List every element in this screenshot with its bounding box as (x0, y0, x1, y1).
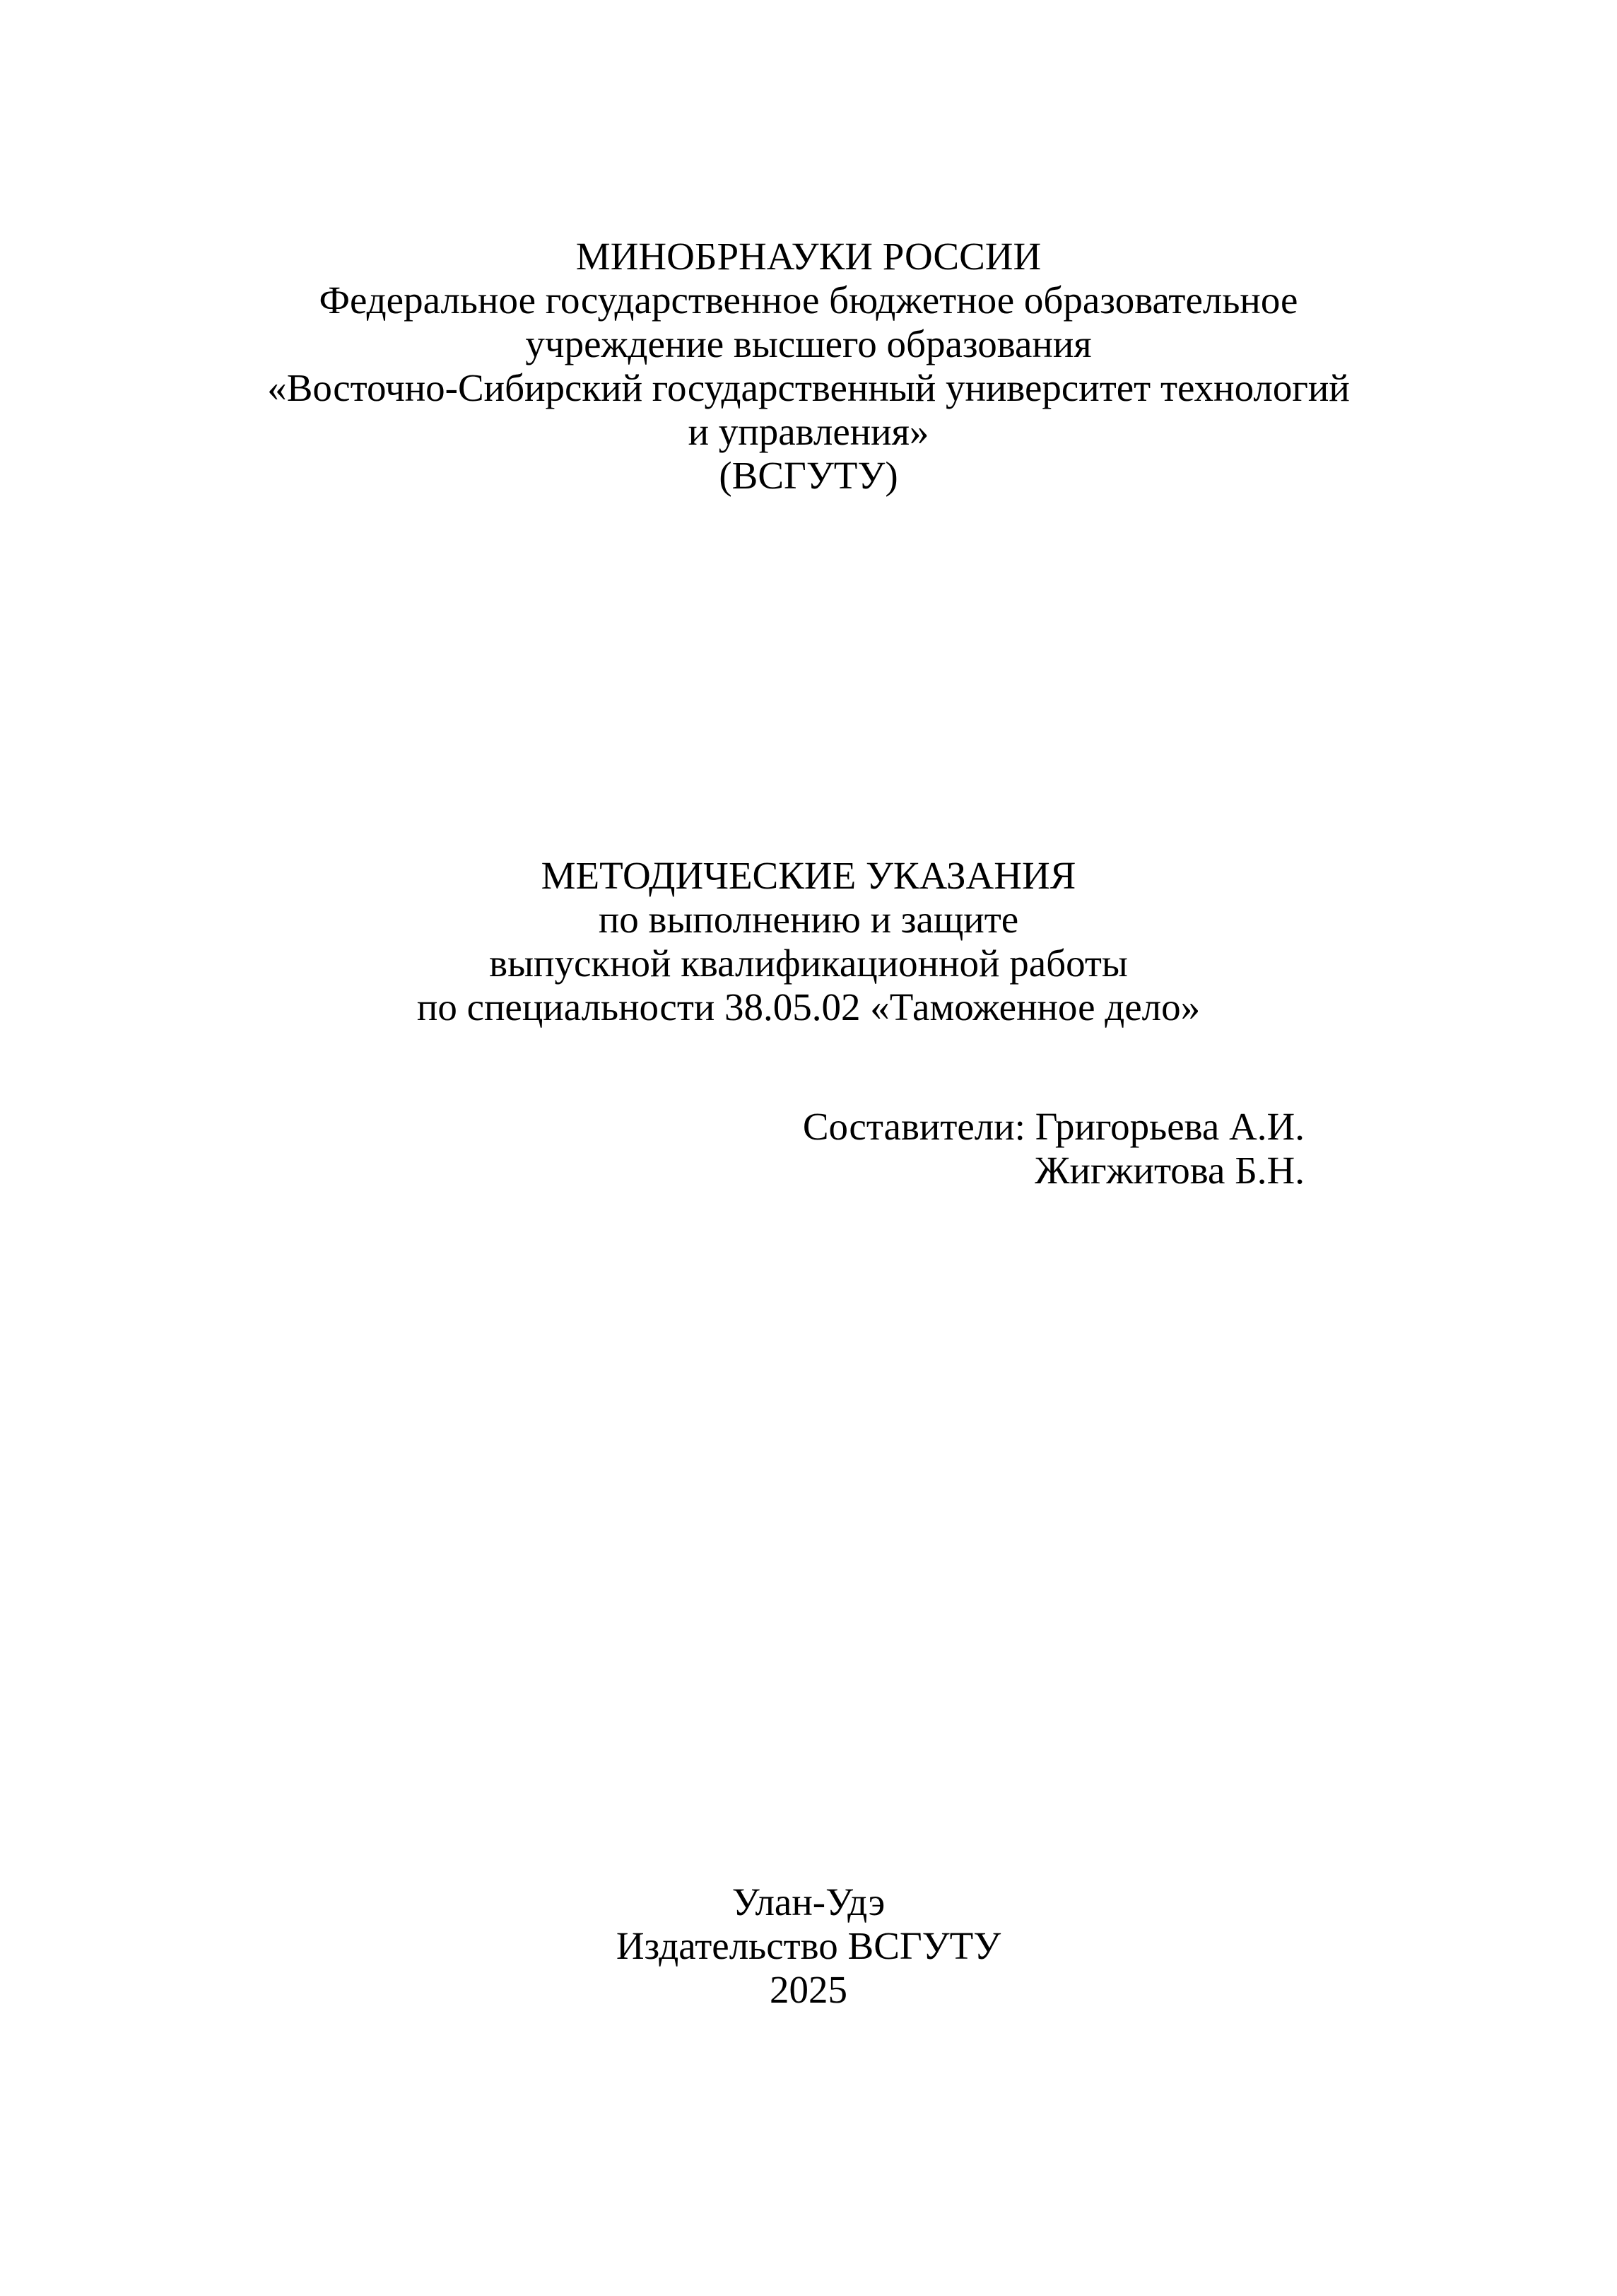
title-subline-1: по выполнению и защите (598, 898, 1019, 941)
institution-header (0, 235, 1617, 498)
institution-type-line-2: учреждение высшего образования (525, 322, 1092, 365)
authors (0, 1105, 1305, 1193)
institution-type-line-1: Федеральное государственное бюджетное образовательное (319, 279, 1298, 322)
imprint-city: Улан-Удэ (731, 1880, 886, 1923)
title-subline-2: выпускной квалификационной работы (489, 942, 1128, 985)
title-main: МЕТОДИЧЕСКИЕ УКАЗАНИЯ (541, 854, 1076, 897)
author-1: Составители: Григорьева А.И. (802, 1105, 1305, 1148)
author-2: Жигжитова Б.Н. (1035, 1149, 1305, 1192)
imprint-publisher: Издательство ВСГУТУ (616, 1924, 1001, 1967)
ministry-name: МИНОБРНАУКИ РОССИИ (575, 235, 1042, 278)
university-name-line-2: и управления» (688, 410, 929, 453)
document-title (0, 854, 1617, 1029)
university-abbreviation: (ВСГУТУ) (719, 454, 898, 497)
imprint (0, 1880, 1617, 2012)
title-specialty: по специальности 38.05.02 «Таможенное дело» (416, 985, 1201, 1029)
imprint-year: 2025 (770, 1968, 847, 2011)
university-name-line-1: «Восточно-Сибирский государственный университет технологий (267, 366, 1350, 409)
